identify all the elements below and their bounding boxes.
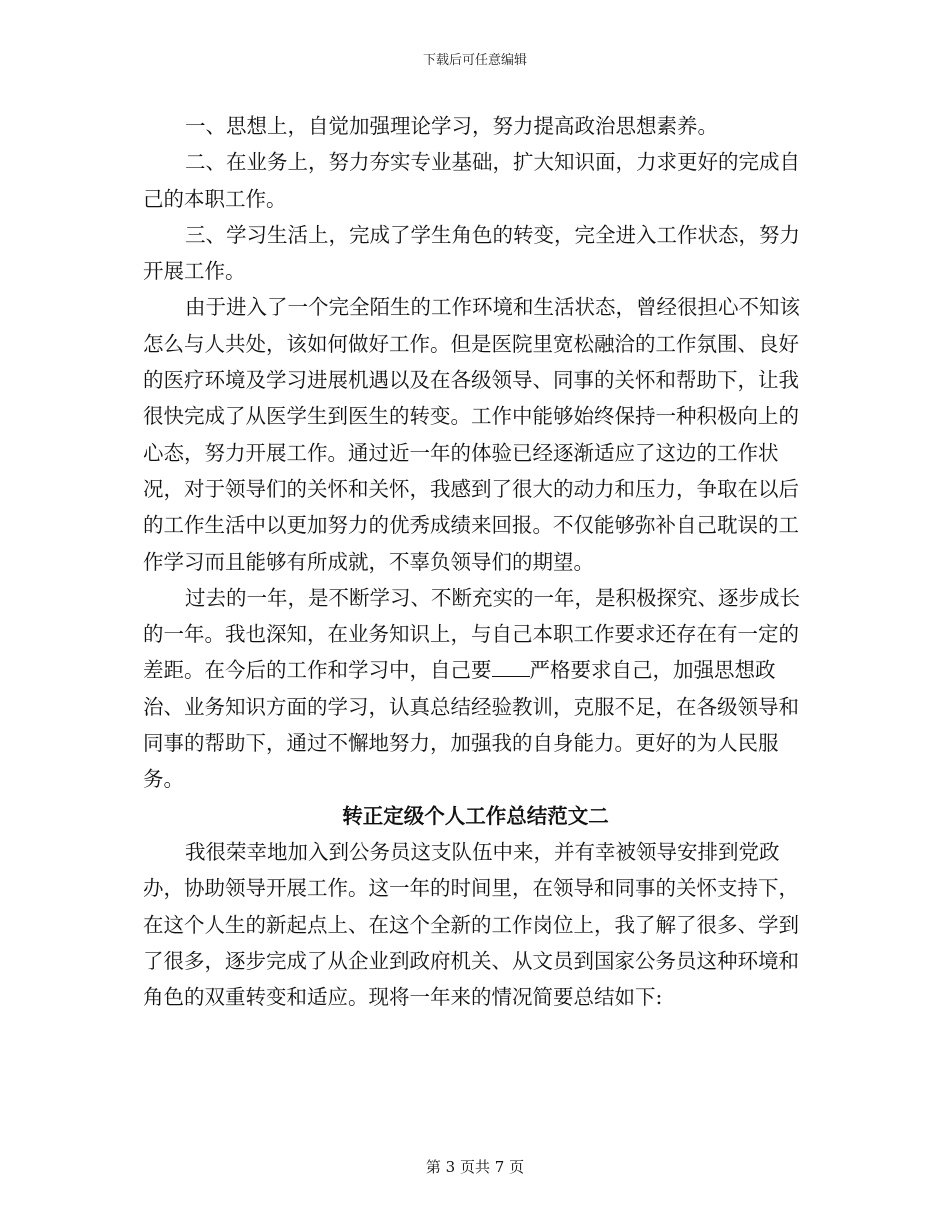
paragraph-5 (143, 580, 808, 798)
paragraph-1: 一、思想上，自觉加强理论学习，努力提高政治思想素养。 (185, 114, 719, 138)
fill-in-blank (492, 658, 530, 677)
page-header-note: 下载后可任意编辑 (422, 53, 527, 68)
paragraph-5-part-1: 过去的一年，是不断学习、不断充实的一年，是积极探究、逐步成长的一年。我也深知，在业务知识上，与自己本职工作要求还存在有一定的差距。在今后的工作和学习中，自己要 (143, 585, 801, 683)
paragraph-4: 由于进入了一个完全陌生的工作环境和生活状态，曾经很担心不知该怎么与人共处，该如何做好工作。但是医院里宽松融洽的工作氛围、良好的医疗环境及学习进展机遇以及在各级领导、同事的关怀和帮助下，让我很快完成了从医学生到医生的转变。工作中能够始终保持一种积极向上的心态，努力开展工作。通过近一年的体验已经逐渐适应了这边的工作状况，对于领导们的关怀和关怀，我感到了很大的动力和压力，争取在以后的工作生活中以更加努力的优秀成绩来回报。不仅能够弥补自己耽误的工作学习而且能够有所成就，不辜负领导们的期望。 (143, 295, 801, 574)
paragraph-2: 二、在业务上，努力夯实专业基础，扩大知识面，力求更好的完成自己的本职工作。 (143, 150, 801, 211)
section-heading: 转正定级个人工作总结范文二 (342, 803, 609, 828)
page-footer: 第 3 页共 7 页 (425, 1158, 525, 1176)
paragraph-5-part-2: 严格要求自己，加强思想政治、业务知识方面的学习，认真总结经验教训，克服不足，在各级领导和同事的帮助下，通过不懈地努力，加强我的自身能力。更好的为人民服务。 (143, 658, 799, 792)
document-body (143, 108, 808, 1015)
paragraph-6: 我很荣幸地加入到公务员这支队伍中来，并有幸被领导安排到党政办，协助领导开展工作。这一年的时间里，在领导和同事的关怀支持下，在这个人生的新起点上、在这个全新的工作岗位上，我了解了很多、学到了很多，逐步完成了从企业到政府机关、从文员到国家公务员这种环境和角色的双重转变和适应。现将一年来的情况简要总结如下: (143, 839, 799, 1010)
paragraph-3: 三、学习生活上，完成了学生角色的转变，完全进入工作状态，努力开展工作。 (143, 222, 801, 284)
